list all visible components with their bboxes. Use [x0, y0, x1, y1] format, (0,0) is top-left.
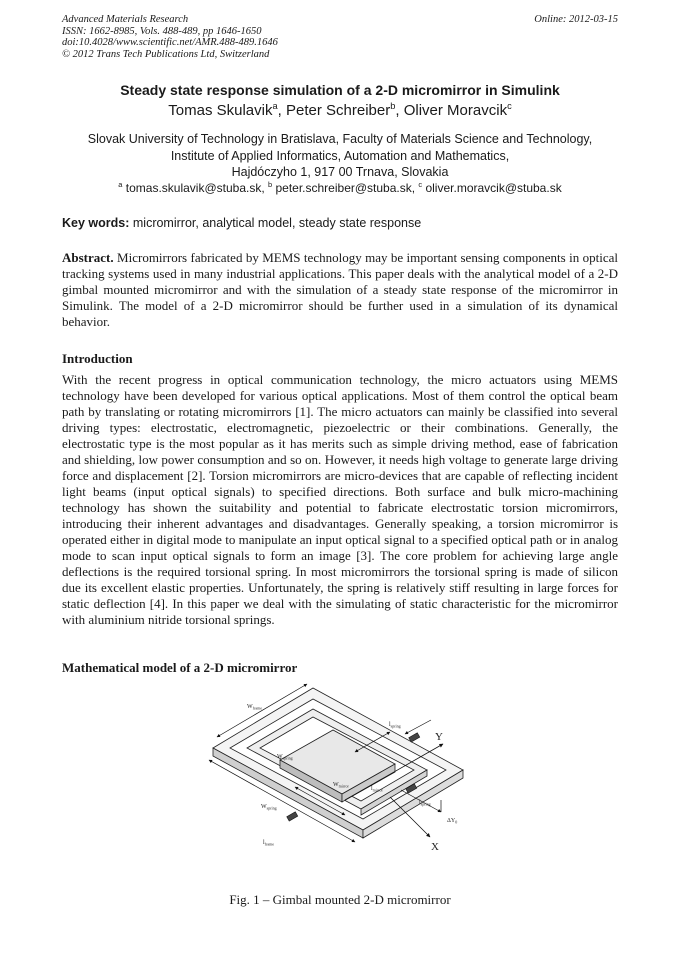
author-list: Tomas Skulavik$^a$, Peter Schreiber$^b$, Oliver Moravcik$^c$	[168, 101, 512, 119]
author-sup: b	[390, 101, 396, 111]
svg-text:Wmirror: $W_{mirror}$	[333, 782, 349, 789]
paper-title: Steady state response simulation of a 2-D micromirror in Simulink	[120, 82, 560, 98]
keywords	[62, 216, 618, 230]
introduction-heading: Introduction	[62, 351, 133, 366]
affiliation-line: Slovak University of Technology in Bratislava, Faculty of Materials Science and Technology,	[87, 132, 593, 146]
issn-line: ISSN: 1662-8985, Vols. 488-489, pp 1646-1650	[62, 25, 262, 37]
keywords-text: micromirror, analytical model, steady state response	[132, 216, 422, 230]
journal-name: Advanced Materials Research	[62, 14, 189, 25]
author-sup: a	[272, 101, 278, 111]
micromirror-figure	[195, 682, 485, 882]
abstract-label: Abstract.	[62, 250, 114, 265]
doi-line[interactable]: doi:10.4028/www.scientific.net/AMR.488-489.1646	[62, 37, 278, 48]
email-link[interactable]: tomas.skulavik@stuba.sk	[125, 181, 262, 195]
svg-text:lspring: $l_{spring}$	[419, 800, 431, 807]
svg-text:ΔY0: $\Delta Y_0$	[447, 818, 458, 825]
svg-text:X: X	[431, 841, 439, 853]
svg-text:lframe: $l_{frame}$	[263, 840, 274, 847]
abstract	[62, 250, 618, 330]
svg-text:lspring: $l_{spring}$	[389, 722, 401, 729]
math-model-heading: Mathematical model of a 2-D micromirror	[62, 660, 298, 675]
keywords-label: Key words:	[62, 216, 130, 230]
author-name: Oliver Moravcik	[403, 102, 508, 119]
email-sup: b	[268, 180, 273, 189]
email-link[interactable]: peter.schreiber@stuba.sk	[275, 181, 412, 195]
affiliation-line: Hajdóczyho 1, 917 00 Trnava, Slovakia	[231, 165, 449, 179]
affiliation	[62, 131, 618, 181]
email-sup: c	[418, 180, 423, 189]
email-sup: a	[118, 180, 123, 189]
svg-text:Y: Y	[435, 731, 443, 743]
author-sup: c	[507, 101, 512, 111]
svg-text:Wspring: $W_{spring}$	[277, 754, 293, 761]
page-header	[62, 14, 618, 60]
introduction-text: With the recent progress in optical communication technology, the micro actuators using MEMS technology have been developed for various optical applications. Most of them control the optical beam path by translating or rotating micromirrors [1]. The micro actuators can mainly be classified into several driving types: electrostatic, electromagnetic, piezoelectric or their combinations. Generally, the electrostatic type is the most popular as it has merits such as simple driving method, ease of fabrication and shielding, low power consumption and so on. However, it needs high voltage to generate large driving force and displacement [2]. Torsion micromirrors are micro-devices that are capable of reflecting incident light beams (input optical signals) to specified directions. Both surface and bulk micro-machining technology has shown the suitability and potential to fabricate electrostatic torsion micromirrors, introducing their inherent advantages and disadvantages. Generally speaking, a torsion micromirror is operated either in digital mode to manipulate an input optical signal to a specified optical path or in analog mode to scan input optical signals to form an image [3]. The core problem for achieving large angle deflections is the required torsional spring. In most micromirrors the torsional spring is made of silicon due its excellent elastic properties. Unfortunately, the spring is relatively stiff resulting in large forces for static deflection [4]. In this paper we deal with the simulating of static characteristic for the micromirror with aluminium nitride torsional springs.	[62, 372, 618, 627]
figure-caption: Fig. 1 – Gimbal mounted 2-D micromirror	[229, 892, 451, 907]
svg-text:lmirror: $l_{mirror}$	[371, 786, 383, 793]
svg-text:Wframe: $W_{frame}$	[247, 704, 262, 711]
author-name: Peter Schreiber	[285, 102, 391, 119]
email-list: $^a$ tomas.skulavik@stuba.sk, $^b$ peter.schreiber@stuba.sk, $^c$ oliver.moravcik@stuba.sk	[118, 180, 562, 195]
author-name: Tomas Skulavik	[168, 102, 273, 119]
email-link[interactable]: oliver.moravcik@stuba.sk	[425, 181, 562, 195]
svg-text:Wspring: $W_{spring}$	[261, 804, 277, 811]
online-date: Online: 2012-03-15	[534, 14, 618, 25]
affiliation-line: Institute of Applied Informatics, Automation and Mathematics,	[170, 148, 510, 163]
copyright-line: © 2012 Trans Tech Publications Ltd, Switzerland	[62, 48, 270, 60]
abstract-text: Micromirrors fabricated by MEMS technology may be important sensing components in optical tracking systems used in many industrial applications. This paper deals with the analytical model of a 2-D gimbal mounted micromirror and with the simulation of a steady state response of the micromirror in Simulink. The model of a 2-D micromirror should be further used in a simulation of its dynamical behavior.	[62, 250, 618, 329]
